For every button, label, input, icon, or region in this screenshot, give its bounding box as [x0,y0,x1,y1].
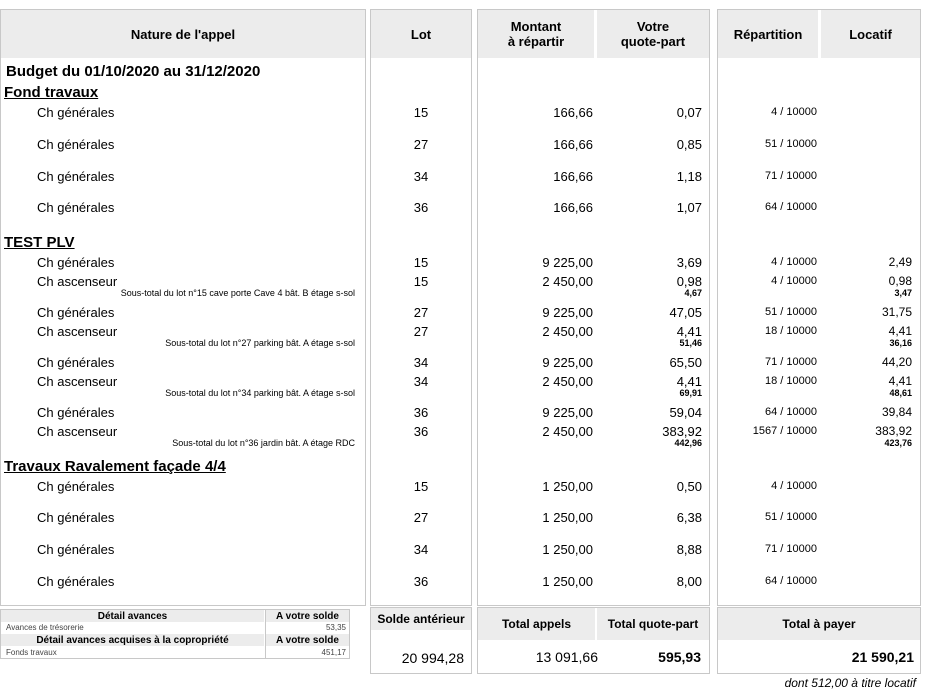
row-montant: 166,66 [553,105,593,120]
row-lot: 34 [413,374,429,389]
fonds-travaux-value: 451,17 [321,648,346,657]
row-repartition: 51 / 10000 [765,511,817,523]
row-repartition: 4 / 10000 [771,480,817,492]
avances-tresorerie-label: Avances de trésorerie [6,623,84,632]
row-lot: 15 [413,255,429,270]
header-repartition: Répartition [718,10,818,58]
row-label: Ch générales [37,305,115,320]
row-lot: 34 [413,169,429,184]
section-fond-travaux: Fond travaux [4,84,99,101]
row-quote-part: 8,00 [676,574,702,589]
avances-tresorerie-value: 53,35 [325,623,346,632]
solde-anterieur-value: 20 994,28 [401,650,464,666]
row-repartition: 51 / 10000 [765,306,817,318]
row-repartition: 71 / 10000 [765,170,817,182]
row-quote-part: 4,41 [676,324,702,339]
row-lot: 27 [413,510,429,525]
row-quote-part: 4,41 [676,374,702,389]
total-a-payer-label: Total à payer [718,608,920,640]
subtotal-locatif: 48,61 [889,388,912,398]
detail-acquises-header: Détail avances acquises à la copropriété [1,634,264,646]
section-ravalement: Travaux Ravalement façade 4/4 [4,458,226,475]
row-montant: 9 225,00 [542,355,593,370]
row-locatif: 4,41 [888,324,912,338]
row-repartition: 64 / 10000 [765,406,817,418]
row-montant: 1 250,00 [542,510,593,525]
row-repartition: 18 / 10000 [765,375,817,387]
row-label: Ch ascenseur [37,324,118,339]
row-lot: 34 [413,355,429,370]
row-label: Ch générales [37,542,115,557]
row-montant: 2 450,00 [542,324,593,339]
row-montant: 2 450,00 [542,424,593,439]
budget-title: Budget du 01/10/2020 au 31/12/2020 [6,63,261,80]
subtotal-quote-part: 442,96 [674,438,702,448]
solde-anterieur-label: Solde antérieur [371,608,471,630]
row-repartition: 71 / 10000 [765,543,817,555]
subtotal-locatif: 3,47 [894,288,912,298]
subtotal-quote-part: 51,46 [679,338,702,348]
section-test-plv: TEST PLV [4,234,75,251]
row-quote-part: 0,07 [676,105,702,120]
dont-locatif-note: dont 512,00 à titre locatif [784,676,916,690]
row-repartition: 1567 / 10000 [752,425,817,437]
row-quote-part: 59,04 [669,405,702,420]
row-repartition: 64 / 10000 [765,201,817,213]
row-lot: 34 [413,542,429,557]
row-repartition: 4 / 10000 [771,275,817,287]
row-montant: 1 250,00 [542,542,593,557]
total-a-payer-value: 21 590,21 [851,649,914,665]
row-label: Ch générales [37,405,115,420]
row-montant: 1 250,00 [542,479,593,494]
row-repartition: 64 / 10000 [765,575,817,587]
row-montant: 166,66 [553,137,593,152]
row-quote-part: 47,05 [669,305,702,320]
header-locatif: Locatif [821,10,920,58]
row-montant: 166,66 [553,169,593,184]
row-quote-part: 1,07 [676,200,702,215]
row-quote-part: 0,98 [676,274,702,289]
header-quote-part: Votre quote-part [597,10,709,58]
row-label: Ch générales [37,355,115,370]
row-label: Ch ascenseur [37,424,118,439]
row-quote-part: 0,50 [676,479,702,494]
a-votre-solde2-header: A votre solde [266,634,349,646]
row-repartition: 18 / 10000 [765,325,817,337]
row-label: Ch générales [37,574,115,589]
row-label: Ch générales [37,169,115,184]
row-lot: 27 [413,305,429,320]
row-label: Ch générales [37,137,115,152]
subtotal-quote-part: 69,91 [679,388,702,398]
row-label: Ch ascenseur [37,374,118,389]
subtotal-label: Sous-total du lot n°27 parking bât. A étage s-sol [165,338,355,348]
row-locatif: 383,92 [875,424,912,438]
row-montant: 9 225,00 [542,405,593,420]
row-lot: 36 [413,424,429,439]
subtotal-locatif: 423,76 [884,438,912,448]
row-locatif: 31,75 [881,305,912,319]
row-lot: 36 [413,574,429,589]
row-repartition: 4 / 10000 [771,256,817,268]
row-lot: 27 [413,137,429,152]
row-locatif: 0,98 [888,274,912,288]
row-quote-part: 0,85 [676,137,702,152]
subtotal-label: Sous-total du lot n°15 cave porte Cave 4 bât. B étage s-sol [120,288,355,298]
subtotal-locatif: 36,16 [889,338,912,348]
subtotal-quote-part: 4,67 [684,288,702,298]
row-quote-part: 383,92 [662,424,702,439]
row-locatif: 39,84 [881,405,912,419]
subtotal-label: Sous-total du lot n°34 parking bât. A étage s-sol [165,388,355,398]
header-nature: Nature de l'appel [1,10,365,58]
row-montant: 2 450,00 [542,374,593,389]
row-label: Ch ascenseur [37,274,118,289]
row-repartition: 4 / 10000 [771,106,817,118]
row-label: Ch générales [37,510,115,525]
row-lot: 15 [413,479,429,494]
row-label: Ch générales [37,255,115,270]
row-quote-part: 6,38 [676,510,702,525]
row-quote-part: 65,50 [669,355,702,370]
row-montant: 9 225,00 [542,305,593,320]
row-locatif: 4,41 [888,374,912,388]
subtotal-label: Sous-total du lot n°36 jardin bât. A étage RDC [172,438,355,448]
row-lot: 15 [413,105,429,120]
row-montant: 2 450,00 [542,274,593,289]
total-quote-part-label: Total quote-part [597,608,709,640]
a-votre-solde-header: A votre solde [266,610,349,622]
row-montant: 9 225,00 [542,255,593,270]
header-lot: Lot [371,10,471,58]
row-quote-part: 8,88 [676,542,702,557]
row-label: Ch générales [37,105,115,120]
row-montant: 166,66 [553,200,593,215]
header-montant: Montant à répartir [478,10,594,58]
row-locatif: 44,20 [881,355,912,369]
detail-avances-header: Détail avances [1,610,264,622]
row-lot: 36 [413,200,429,215]
row-quote-part: 1,18 [676,169,702,184]
total-appels-value: 13 091,66 [535,649,598,665]
total-quote-part-value: 595,93 [658,649,701,665]
fonds-travaux-label: Fonds travaux [6,648,57,657]
row-quote-part: 3,69 [676,255,702,270]
row-montant: 1 250,00 [542,574,593,589]
row-lot: 15 [413,274,429,289]
row-repartition: 71 / 10000 [765,356,817,368]
row-label: Ch générales [37,200,115,215]
row-repartition: 51 / 10000 [765,138,817,150]
row-label: Ch générales [37,479,115,494]
row-lot: 36 [413,405,429,420]
total-appels-label: Total appels [478,608,595,640]
row-lot: 27 [413,324,429,339]
row-locatif: 2,49 [888,255,912,269]
